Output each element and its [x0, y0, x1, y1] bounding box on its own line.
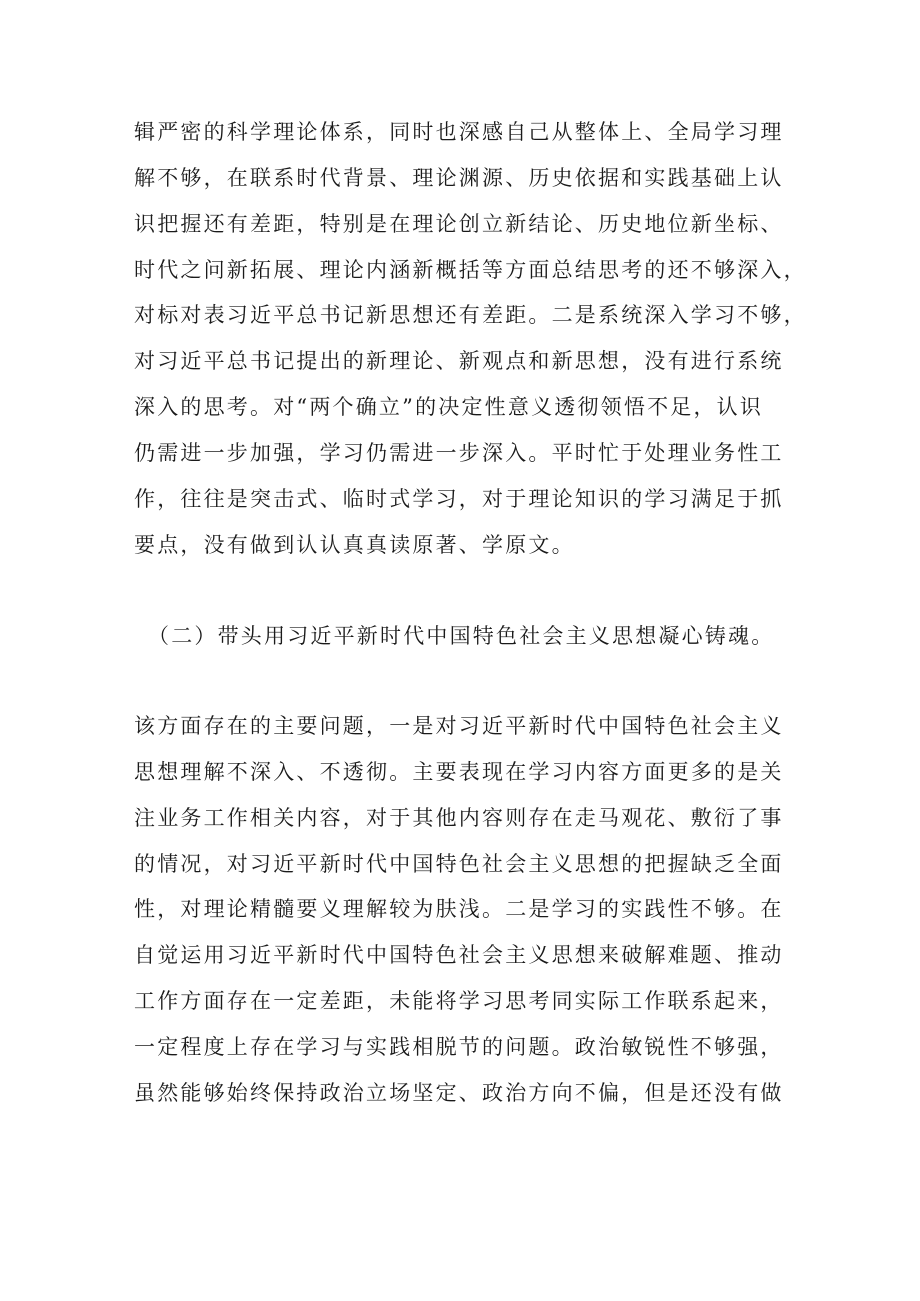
text-line: 要点，没有做到认认真真读原著、学原文。: [134, 533, 575, 557]
text-line: 一定程度上存在学习与实践相脱节的问题。政治敏锐性不够强，: [134, 1035, 784, 1059]
text-line: 注业务工作相关内容，对于其他内容则存在走马观花、敷衍了事: [134, 806, 784, 830]
text-line: 时代之问新拓展、理论内涵新概括等方面总结思考的还不够深入，: [134, 258, 807, 282]
text-line: 深入的思考。对“两个确立”的决定性意义透彻领悟不足，认识: [134, 395, 764, 419]
section-heading: （二）带头用习近平新时代中国特色社会主义思想凝心铸魂。: [148, 624, 775, 648]
text-line: 该方面存在的主要问题，一是对习近平新时代中国特色社会主义: [134, 714, 784, 738]
text-line: 自觉运用习近平新时代中国特色社会主义思想来破解难题、推动: [134, 943, 784, 967]
text-line: 对习近平总书记提出的新理论、新观点和新思想，没有进行系统: [134, 349, 784, 373]
text-line: 识把握还有差距，特别是在理论创立新结论、历史地位新坐标、: [134, 212, 784, 236]
text-line: 作，往往是突击式、临时式学习，对于理论知识的学习满足于抓: [134, 487, 784, 511]
text-line: 辑严密的科学理论体系，同时也深感自己从整体上、全局学习理: [134, 120, 784, 144]
text-line: 工作方面存在一定差距，未能将学习思考同实际工作联系起来，: [134, 989, 784, 1013]
text-line: 虽然能够始终保持政治立场坚定、政治方向不偏，但是还没有做: [134, 1081, 784, 1105]
text-line: 思想理解不深入、不透彻。主要表现在学习内容方面更多的是关: [134, 760, 784, 784]
text-line: 的情况，对习近平新时代中国特色社会主义思想的把握缺乏全面: [134, 852, 784, 876]
text-line: 解不够，在联系时代背景、理论渊源、历史依据和实践基础上认: [134, 166, 784, 190]
text-line: 对标对表习近平总书记新思想还有差距。二是系统深入学习不够，: [134, 303, 807, 327]
text-line: 性，对理论精髓要义理解较为肤浅。二是学习的实践性不够。在: [134, 897, 784, 921]
text-line: 仍需进一步加强，学习仍需进一步深入。平时忙于处理业务性工: [134, 441, 784, 465]
